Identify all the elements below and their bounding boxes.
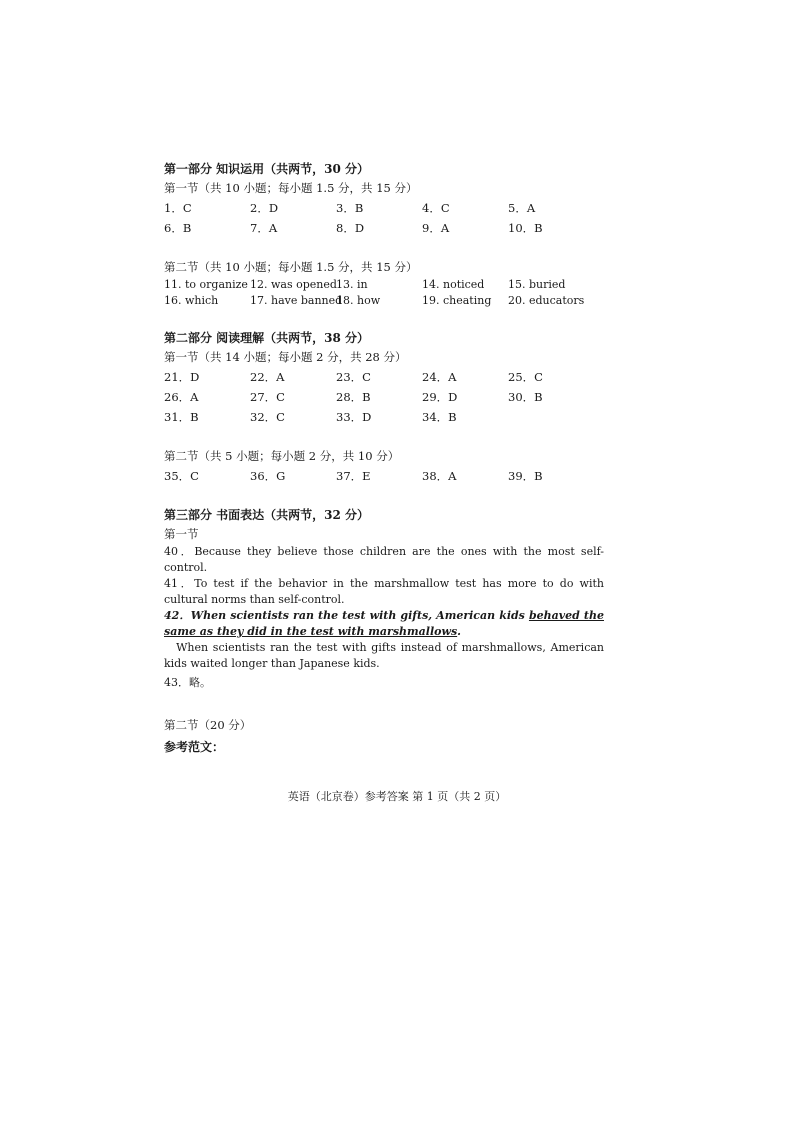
answer-item: 26．A — [164, 390, 199, 404]
part3-sec1-title: 第一节 — [164, 527, 199, 541]
answer-item: 31．B — [164, 410, 199, 424]
part1-sec1-title: 第一节（共 10 小题；每小题 1.5 分，共 15 分） — [164, 181, 418, 195]
answer-item: 18. how — [336, 294, 381, 307]
answer-item: 5．A — [508, 201, 536, 215]
answer-item: 23．C — [336, 370, 371, 384]
part1-sec2-title: 第二节（共 10 小题；每小题 1.5 分，共 15 分） — [164, 260, 418, 274]
answer-row — [164, 198, 604, 218]
answer-item: 30．B — [508, 390, 543, 404]
answer-item: 15. buried — [508, 278, 566, 291]
answer-row — [164, 466, 604, 486]
answer-41: 41．To test if the behavior in the marshmallow test has more to do with cultural norms than self-control. — [164, 577, 604, 606]
answer-item: 19. cheating — [422, 294, 492, 307]
answer-item: 6．B — [164, 221, 192, 235]
answer-item: 11. to organize — [164, 278, 248, 291]
sample-essay-label: 参考范文： — [164, 740, 225, 754]
answer-43: 43．略。 — [164, 676, 211, 689]
answer-item: 14. noticed — [422, 278, 485, 291]
answer-item: 22．A — [250, 370, 285, 384]
part2-title: 第二部分 阅读理解（共两节，38 分） — [164, 331, 370, 345]
answer-40: 40．Because they believe those children are the ones with the most self-control. — [164, 545, 604, 574]
answer-row — [164, 293, 604, 309]
answer-42 — [164, 608, 604, 640]
answer-item: 20. educators — [508, 294, 585, 307]
part2-sec1-title: 第一节（共 14 小题；每小题 2 分，共 28 分） — [164, 350, 407, 364]
answer-row — [164, 218, 604, 238]
part2-sec2-title: 第二节（共 5 小题；每小题 2 分，共 10 分） — [164, 449, 400, 463]
part3-sec2-title: 第二节（20 分） — [164, 718, 252, 732]
answer-row — [164, 407, 604, 427]
answer-item: 7．A — [250, 221, 278, 235]
answer-item: 27．C — [250, 390, 285, 404]
answer-row — [164, 277, 604, 293]
answer-item: 29．D — [422, 390, 458, 404]
part1-title: 第一部分 知识运用（共两节，30 分） — [164, 162, 370, 176]
answer-item: 28．B — [336, 390, 371, 404]
answer-item: 17. have banned — [250, 294, 343, 307]
answer-item: 13. in — [336, 278, 368, 291]
answer-item: 1．C — [164, 201, 192, 215]
answer-item: 25．C — [508, 370, 543, 384]
answer-item: 38．A — [422, 469, 457, 483]
answer-item: 9．A — [422, 221, 450, 235]
answer-item: 8．D — [336, 221, 365, 235]
answer-item: 3．B — [336, 201, 364, 215]
answer-item: 24．A — [422, 370, 457, 384]
answer-42-text: When scientists ran the test with gifts, American kids — [190, 609, 529, 622]
answer-42-end: . — [457, 625, 461, 638]
answer-row — [164, 387, 604, 407]
answer-item: 21．D — [164, 370, 200, 384]
answer-item: 36．G — [250, 469, 286, 483]
answer-item: 39．B — [508, 469, 543, 483]
answer-item: 16. which — [164, 294, 219, 307]
answer-item: 33．D — [336, 410, 372, 424]
part3-title: 第三部分 书面表达（共两节，32 分） — [164, 508, 370, 522]
answer-item: 4．C — [422, 201, 450, 215]
page-footer: 英语（北京卷）参考答案 第 1 页（共 2 页） — [287, 790, 507, 803]
answer-item: 2．D — [250, 201, 279, 215]
answer-row — [164, 367, 604, 387]
answer-item: 10．B — [508, 221, 543, 235]
answer-item: 35．C — [164, 469, 199, 483]
answer-item — [508, 407, 594, 427]
answer-item: 32．C — [250, 410, 285, 424]
answer-content — [164, 160, 604, 758]
answer-42-number: 42． — [164, 609, 191, 622]
answer-item: 12. was opened — [250, 278, 337, 291]
answer-item: 34．B — [422, 410, 457, 424]
answer-item: 37．E — [336, 469, 371, 483]
answer-42-explanation: When scientists ran the test with gifts instead of marshmallows, American kids waited longer than Japanese kids. — [164, 641, 604, 670]
answer-42-underlined: behaved the same as they did in the test with marshmallows — [164, 609, 604, 638]
